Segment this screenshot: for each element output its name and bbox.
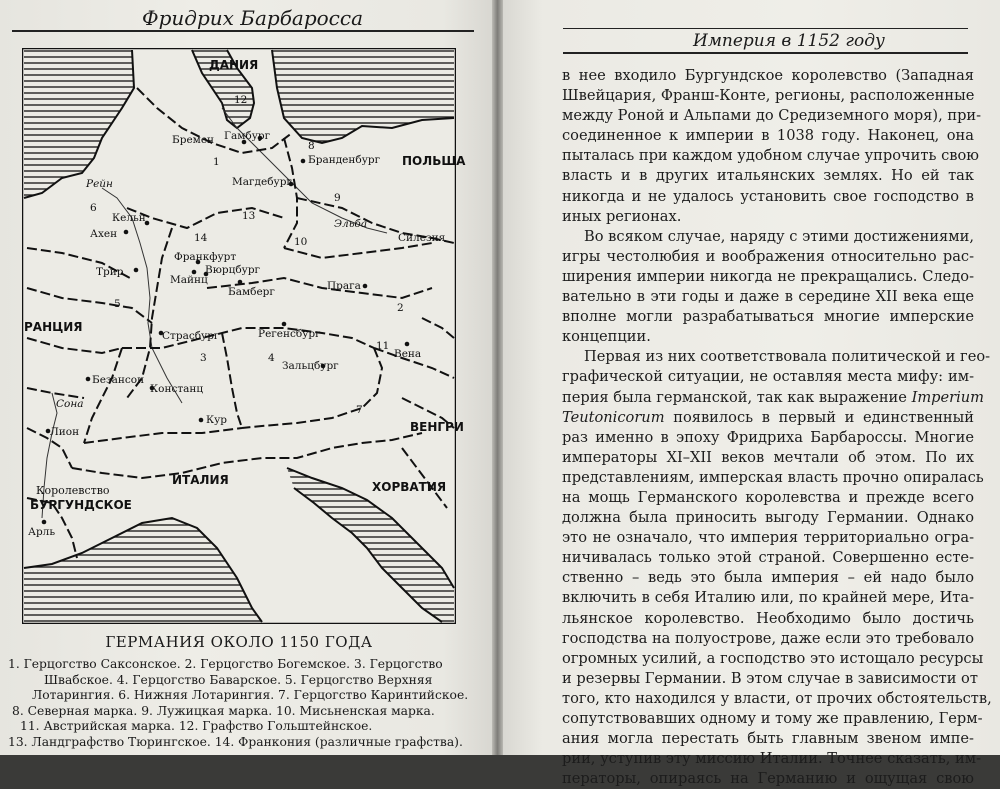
label-vena: Вена bbox=[394, 348, 422, 360]
text-line: сопутствовавших одному и тому же правлению, Герм- bbox=[562, 710, 983, 727]
map-figure bbox=[22, 48, 466, 624]
label-brandenburg: Бранденбург bbox=[308, 154, 381, 166]
region-number: 2 bbox=[397, 302, 404, 314]
text-line: представлениям, имперская власть прочно опиралась bbox=[562, 468, 984, 486]
region-number: 3 bbox=[200, 352, 207, 364]
label-polsha: ПОЛЬША bbox=[402, 154, 466, 168]
label-elba: Эльба bbox=[334, 218, 368, 230]
label-rein: Рейн bbox=[86, 178, 113, 190]
label-magdeburg: Магдебург bbox=[232, 176, 292, 188]
running-head-left-text: Фридрих Барбаросса bbox=[142, 6, 364, 30]
text-line: льянское королевство. Необходимо было достичь bbox=[562, 609, 974, 627]
label-arl: Арль bbox=[28, 526, 56, 538]
label-lion: Лион bbox=[50, 426, 80, 438]
text-line: должна была приносить выгоду Германии. Однако bbox=[562, 509, 974, 527]
text-line: в нее входило Бургундское королевство (Западная bbox=[562, 67, 974, 84]
text-line: концепции. bbox=[562, 328, 651, 346]
text-line: ширения империи никогда не прекращались. Следо- bbox=[562, 267, 974, 285]
text-line: господства на полуострове, даже если это требовало bbox=[562, 629, 974, 647]
italic-phrase: Imperium bbox=[911, 388, 985, 406]
label-regensburg: Регенсбург bbox=[258, 328, 321, 340]
label-bremen: Бремен bbox=[172, 134, 215, 146]
text-line: ператоры, опираясь на Германию и ощущая свою bbox=[562, 770, 974, 788]
region-number: 9 bbox=[334, 192, 341, 204]
region-number: 4 bbox=[268, 352, 275, 364]
label-burgund: БУРГУНДСКОЕ bbox=[30, 498, 132, 512]
text-line: Первая из них соответствовала политической и гео- bbox=[584, 348, 991, 366]
text-line: власть и в других итальянских землях. Но ей так bbox=[562, 167, 974, 185]
label-keln: Кельн bbox=[112, 212, 146, 224]
text-line: вательно в эти годы и даже в середине XII века еще bbox=[562, 288, 974, 306]
legend-line: Швабское. 4. Герцогство Баварское. 5. Герцогство Верхняя bbox=[44, 672, 433, 687]
left-page bbox=[0, 0, 492, 755]
label-maints: Майнц bbox=[170, 274, 208, 286]
map-legend bbox=[8, 657, 478, 751]
text-line: Во всяком случае, наряду с этими достижениями, bbox=[584, 227, 974, 245]
running-head-right-text: Империя в 1152 году bbox=[693, 31, 885, 51]
running-head-right bbox=[563, 28, 968, 58]
label-gamburg: Гамбург bbox=[224, 130, 271, 142]
text-line: на мощь Германского королевства и прежде всего bbox=[562, 488, 974, 506]
region-number: 13 bbox=[242, 210, 256, 222]
text-line: и резервы Германии. В этом случае в зависимости от bbox=[562, 669, 978, 687]
region-number: 1 bbox=[213, 156, 220, 168]
label-praga: Прага bbox=[327, 280, 361, 292]
label-sona: Сона bbox=[56, 398, 84, 410]
head-rule bbox=[563, 28, 968, 29]
region-number: 10 bbox=[294, 236, 308, 248]
head-rule bbox=[12, 30, 474, 32]
text-line: пыталась при каждом удобном случае упрочить свою bbox=[562, 147, 979, 165]
text-line: императоры XI–XII веков мечтали об этом. По их bbox=[562, 448, 974, 466]
label-frankfurt: Франкфурт bbox=[174, 251, 237, 263]
text-line: включить в себя Италию или, по крайней мере, Ита- bbox=[562, 589, 974, 607]
text-line: ания могла перестать быть главным звеном импе- bbox=[562, 730, 974, 748]
text-line: раз именно в эпоху Фридриха Барбароссы. Многие bbox=[562, 428, 974, 446]
running-head-left bbox=[12, 0, 474, 34]
label-silezia: Силезия bbox=[398, 232, 446, 244]
text-line: вполне могли разрабатываться многие имперские bbox=[562, 308, 974, 326]
text-line: Швейцария, Франш-Конте, регионы, расположенные bbox=[562, 87, 975, 105]
label-frantsia: РАНЦИЯ bbox=[24, 320, 83, 334]
text-line: соединенное к империи в 1038 году. Наконец, она bbox=[562, 127, 974, 145]
text-line: ничивалась только этой страной. Совершенно есте- bbox=[562, 549, 974, 567]
region-number: 7 bbox=[356, 404, 363, 416]
region-number: 6 bbox=[90, 202, 97, 214]
label-vengria: ВЕНГРИ bbox=[410, 420, 464, 434]
text-line: иных регионах. bbox=[562, 207, 682, 225]
body-text bbox=[562, 66, 992, 789]
text-line: огромных усилий, а господство это истощало ресурсы bbox=[562, 649, 984, 667]
label-vyurtsburg: Вюрцбург bbox=[205, 264, 261, 276]
label-bamberg: Бамберг bbox=[228, 286, 275, 298]
legend-line: 8. Северная марка. 9. Лужицкая марка. 10. Мисьненская марка. bbox=[12, 703, 435, 718]
text-line: никогда и не удалось установить свое господство в bbox=[562, 187, 974, 205]
legend-line: Лотарингия. 6. Нижняя Лотарингия. 7. Герцогство Каринтийское. bbox=[32, 688, 469, 703]
label-dania: ДАНИЯ bbox=[209, 58, 259, 72]
book-gutter bbox=[492, 0, 503, 755]
label-kur: Кур bbox=[206, 414, 228, 426]
text-line: графической ситуации, не оставляя места мифу: им- bbox=[562, 368, 974, 386]
text-line: между Роной и Альпами до Средиземного моря), при- bbox=[562, 107, 982, 125]
label-zaltsburg: Зальцбург bbox=[282, 360, 339, 372]
text-line: это не означало, что империя территориально огра- bbox=[562, 529, 974, 547]
label-bezanson: Безансон bbox=[92, 374, 145, 386]
label-italia: ИТАЛИЯ bbox=[172, 473, 229, 487]
label-ahen: Ахен bbox=[90, 228, 118, 240]
text-line: ственно – ведь это была империя – ей надо было bbox=[562, 569, 974, 587]
text-fragment: перия была германской, так как выражение bbox=[562, 388, 907, 406]
label-horvatia: ХОРВАТИЯ bbox=[372, 480, 447, 494]
label-konstants: Констанц bbox=[150, 383, 204, 395]
map-caption: ГЕРМАНИЯ ОКОЛО 1150 ГОДА bbox=[105, 633, 373, 651]
label-trir: Трир bbox=[96, 266, 124, 278]
legend-line: 1. Герцогство Саксонское. 2. Герцогство Богемское. 3. Герцогство bbox=[8, 657, 443, 671]
region-number: 14 bbox=[194, 232, 208, 244]
text-line: игры честолюбия и воображения относительно рас- bbox=[562, 247, 974, 265]
region-number: 8 bbox=[308, 140, 315, 152]
region-number: 11 bbox=[376, 340, 390, 352]
text-line: Teutonicorum появилось в первый и единственный bbox=[562, 408, 974, 426]
region-number: 5 bbox=[114, 298, 121, 310]
text-line bbox=[562, 388, 985, 408]
legend-line: 13. Ландграфство Тюрингское. 14. Франкония (различные графства). bbox=[8, 734, 463, 749]
legend-line: 11. Австрийская марка. 12. Графство Гольштейнское. bbox=[20, 719, 373, 734]
label-strasburg: Страсбург bbox=[162, 330, 220, 342]
head-rule bbox=[563, 52, 968, 54]
italic-phrase: Teutonicorum bbox=[562, 408, 665, 426]
text-line: рии, уступив эту миссию Италии. Точнее сказать, им- bbox=[562, 750, 982, 768]
region-number: 12 bbox=[234, 94, 248, 106]
text-line: того, кто находился у власти, от прочих обстоятельств, bbox=[562, 689, 992, 707]
label-korolevstvo: Королевство bbox=[36, 484, 110, 497]
